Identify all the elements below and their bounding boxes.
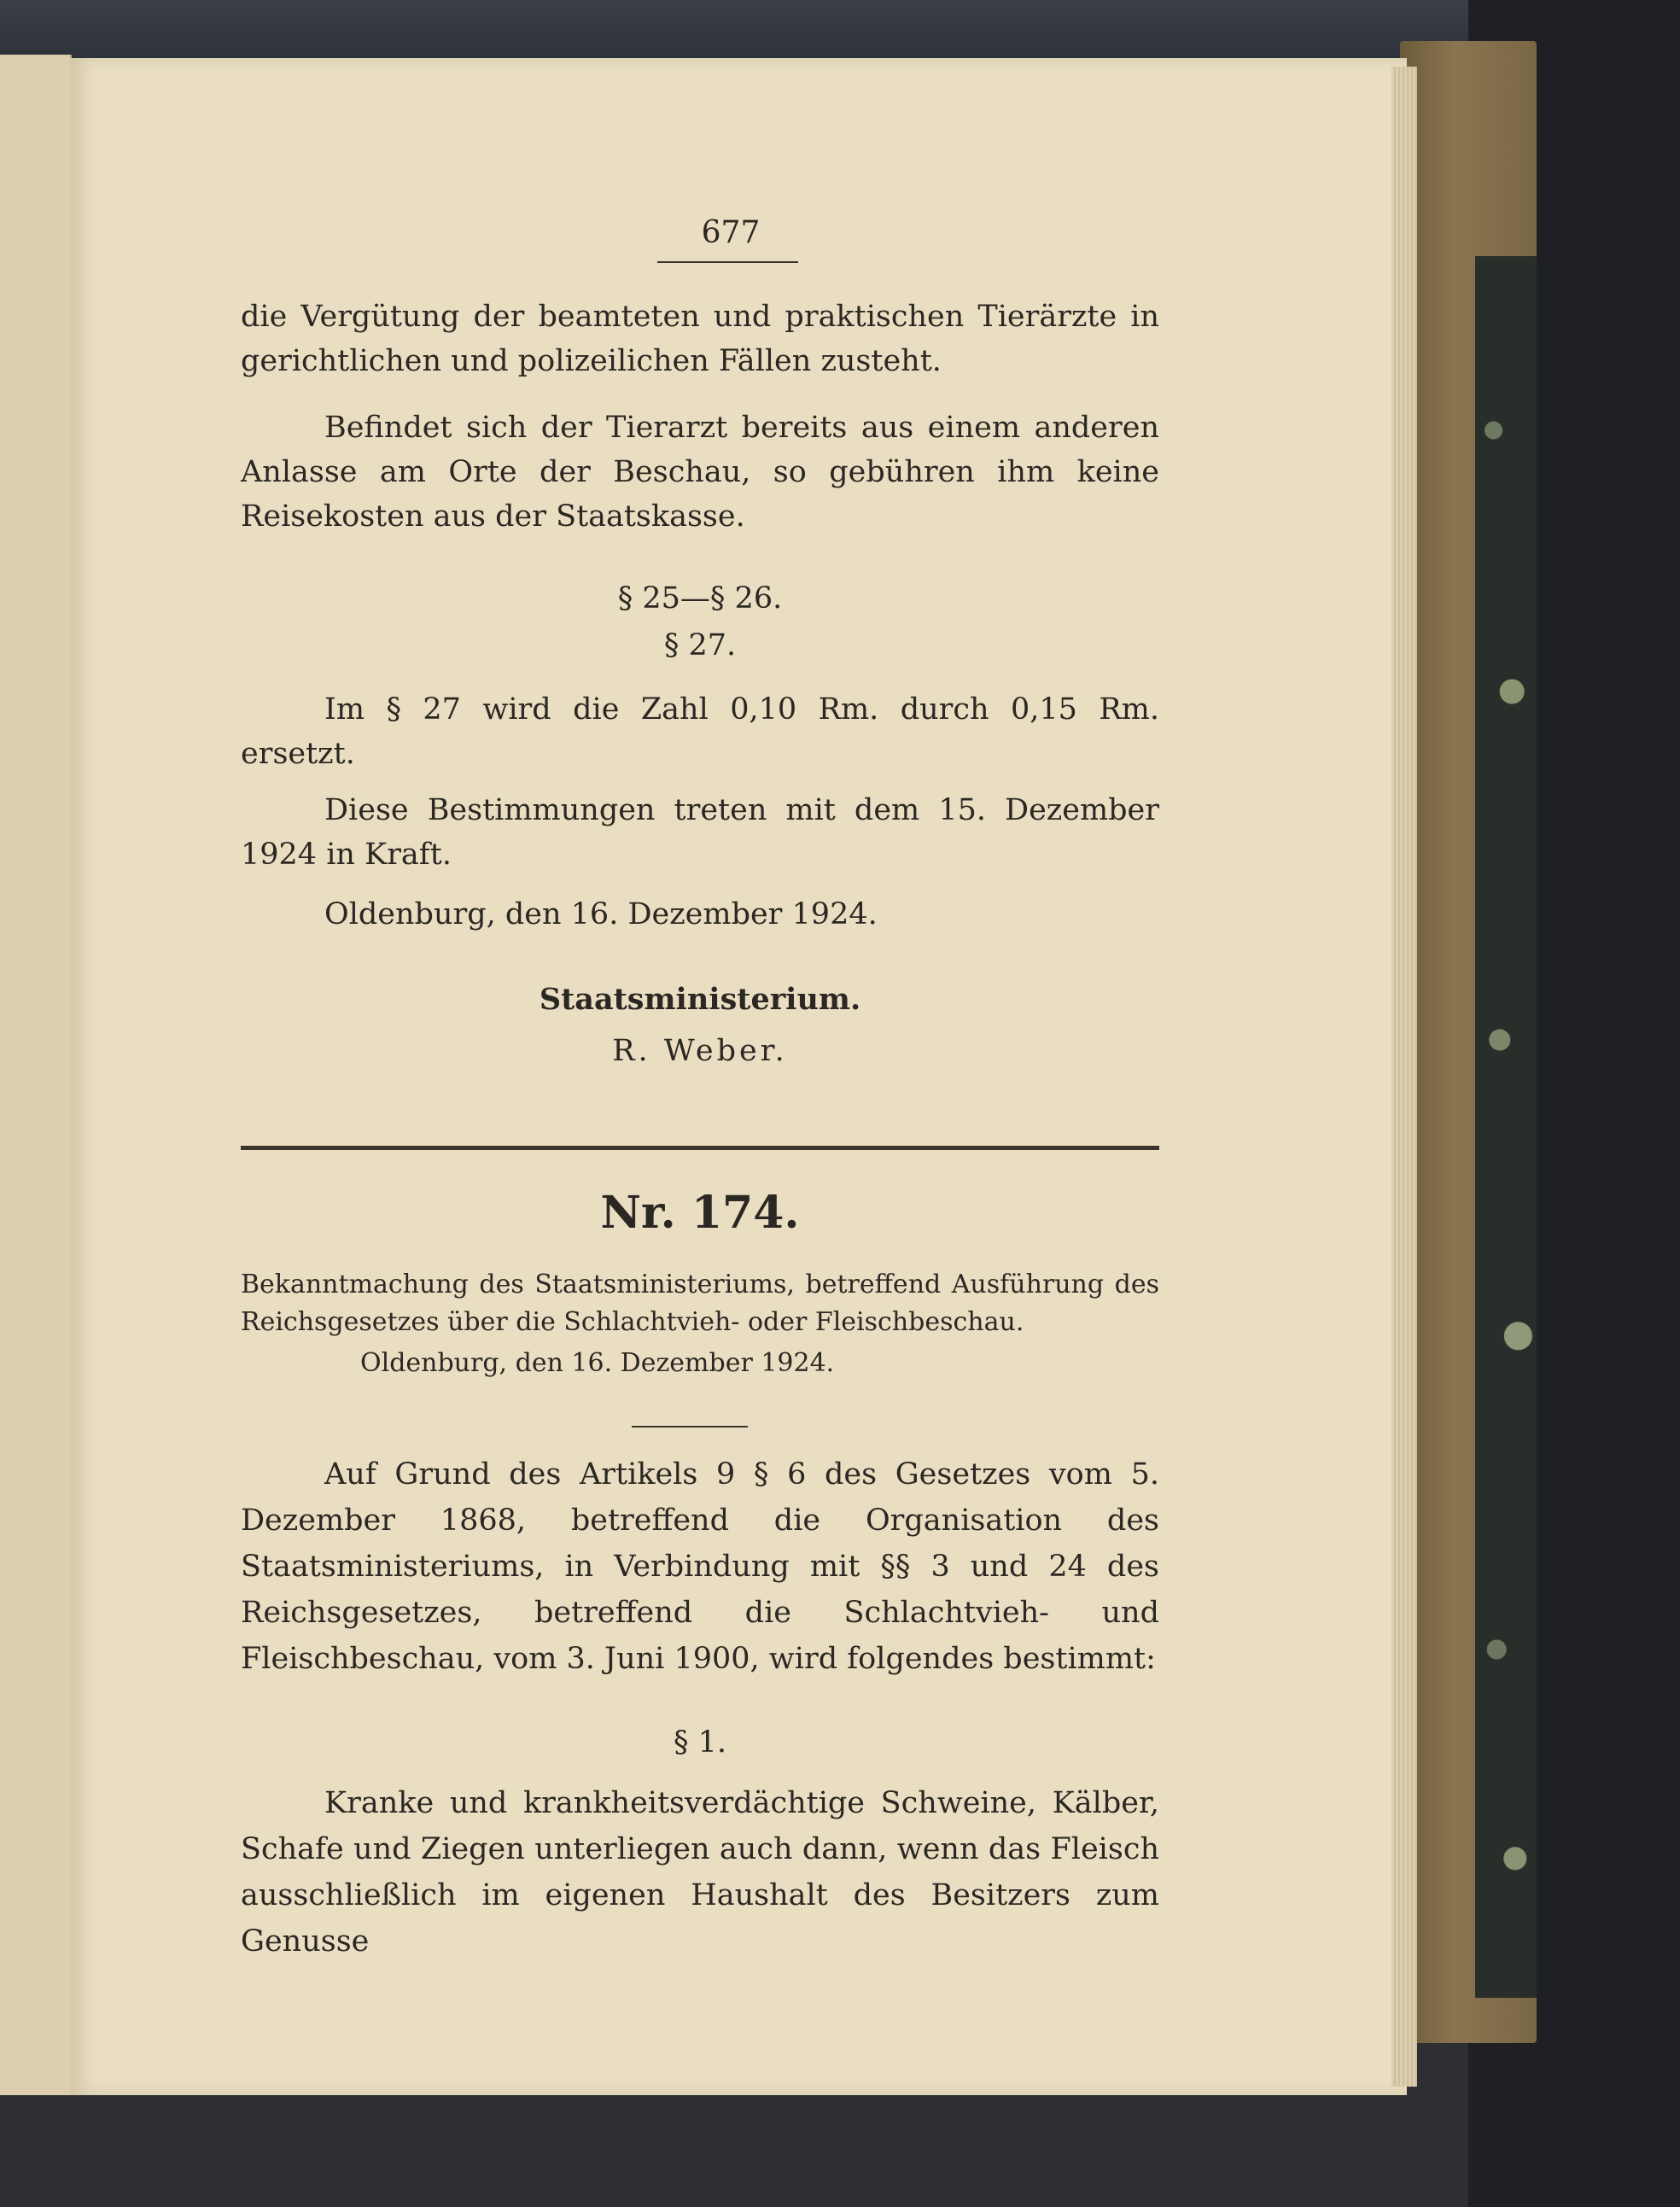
page-stack-edge (1391, 67, 1417, 2087)
place-date-a: Oldenburg, den 16. Dezember 1924. (324, 897, 878, 931)
signature-org: Staatsministerium. (539, 982, 861, 1017)
paragraph-bestimmungen: Diese Bestimmungen treten mit dem 15. Dezember 1924 in Kraft. (241, 793, 1159, 872)
section-divider (241, 1146, 1159, 1150)
notice-number: Nr. 174. (600, 1187, 800, 1239)
place-date-b: Oldenburg, den 16. Dezember 1924. (360, 1348, 835, 1378)
paragraph-tierarzt: Befindet sich der Tierarzt bereits aus einem anderen Anlasse am Orte der Beschau, so gebühren ihm keine Reisekosten aus der Staatskasse. (241, 411, 1159, 534)
paragraph-kranke: Kranke und krankheitsverdächtige Schweine, Kälber, Schafe und Ziegen unterliegen auch dann, wenn das Fleisch ausschließlich im eigenen Haushalt des Besitzers zum Genusse (241, 1786, 1159, 1959)
left-page-edge (0, 55, 72, 2095)
paragraph-verguetung: die Vergütung der beamteten und praktischen Tierärzte in gerichtlichen und polizeilichen Fällen zusteht. (241, 300, 1159, 378)
page-number: 677 (701, 215, 761, 250)
notice-subtitle: Bekanntmachung des Staatsministeriums, betreffend Ausführung des Reichsgesetzes über die Schlachtvieh- oder Fleischbeschau. (241, 1270, 1159, 1337)
marbled-cover (1475, 256, 1537, 1998)
heading-1: § 1. (673, 1725, 727, 1760)
paragraph-grund: Auf Grund des Artikels 9 § 6 des Gesetzes vom 5. Dezember 1868, betreffend die Organisation des Staatsministeriums, in Verbindung mit §§ 3 und 24 des Reichsgesetzes, betreffend die Schlachtvieh- und Fleischbeschau, vom 3. Juni 1900, wird folgendes bestimmt: (241, 1457, 1159, 1676)
paragraph-zahl: Im § 27 wird die Zahl 0,10 Rm. durch 0,15 Rm. ersetzt. (241, 692, 1159, 771)
signature-name: R. Weber. (612, 1034, 788, 1068)
page-number-rule (657, 261, 798, 263)
subtitle-rule (632, 1426, 748, 1428)
heading-27: § 27. (663, 628, 737, 663)
heading-25-26: § 25—§ 26. (617, 581, 783, 616)
